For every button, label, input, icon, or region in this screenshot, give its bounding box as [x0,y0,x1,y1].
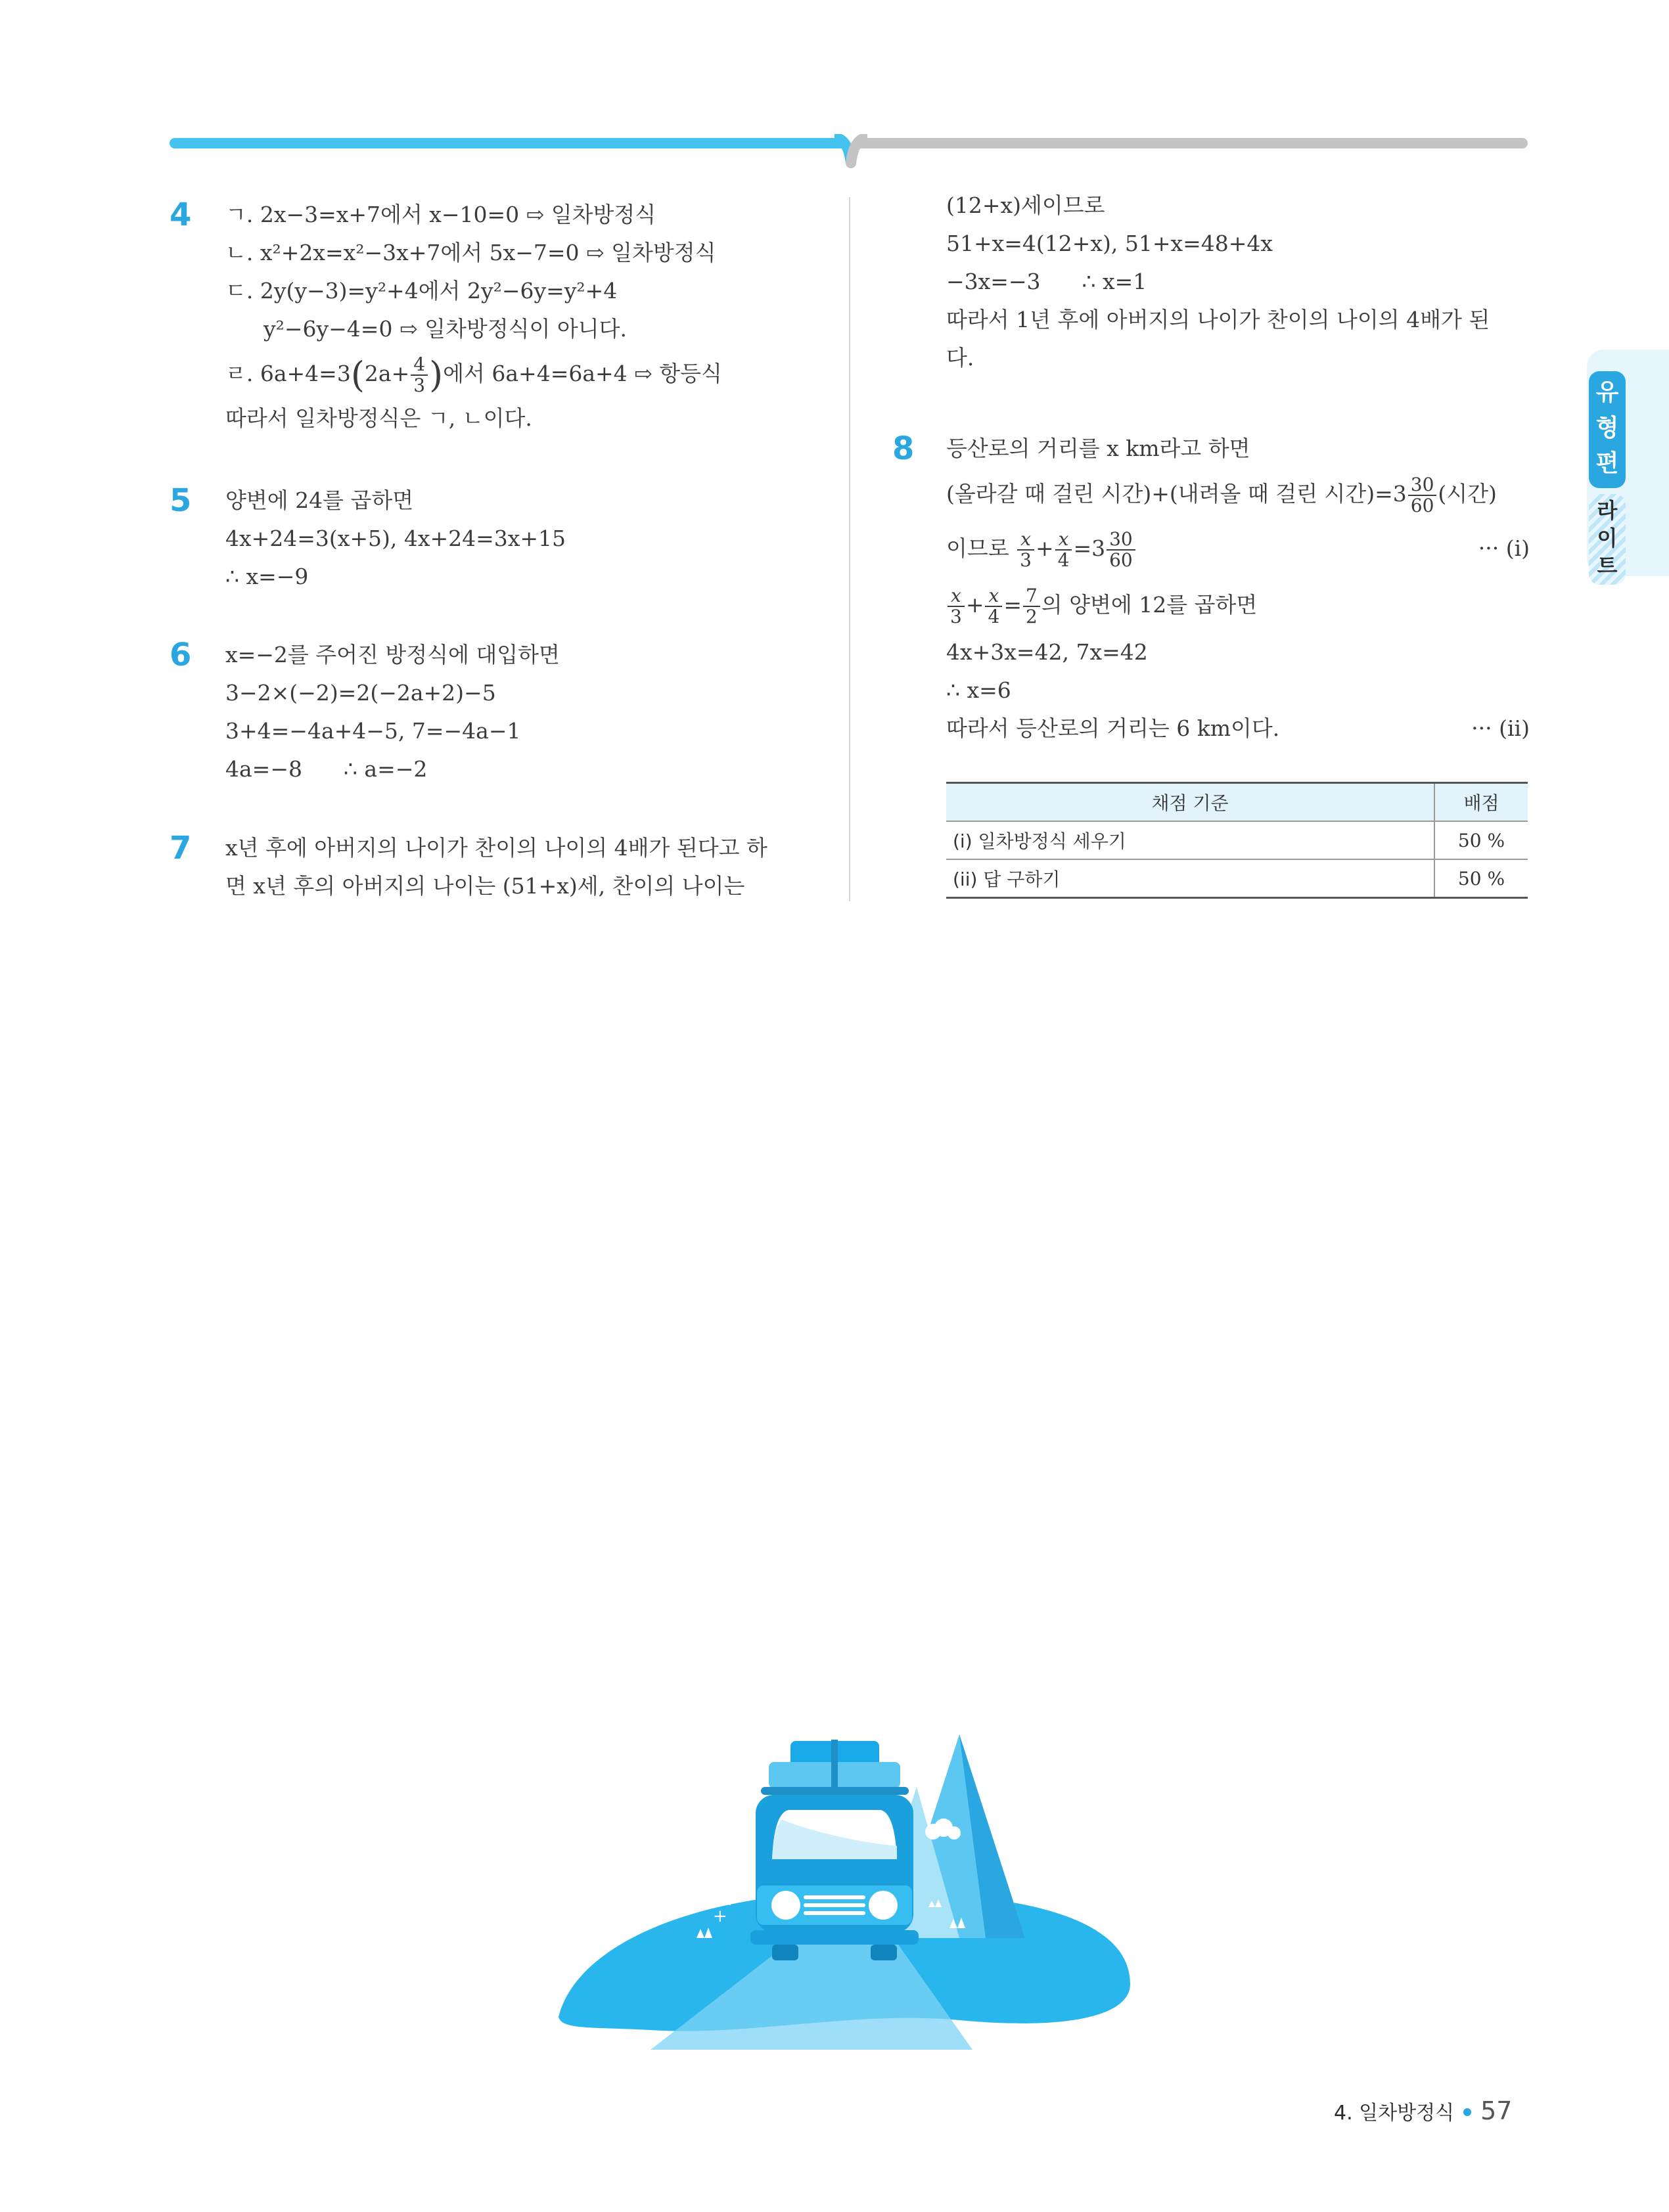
question-number-4: 4 [170,196,192,233]
answer-8-line-2-text: (올라갈 때 걸린 시간)+(내려올 때 걸린 시간)=3 [946,481,1407,507]
row-points: 50 % [1434,821,1528,859]
answer-4-line-2: ㄴ. x²+2x=x²−3x+7에서 5x−7=0 ⇨ 일차방정식 [225,240,716,265]
fraction-x-4 [1055,530,1072,570]
answer-7-line-4: 51+x=4(12+x), 51+x=48+4x [946,231,1273,256]
answer-5-line-1: 양변에 24를 곱하면 [225,487,414,513]
plus-sign: + [1035,535,1054,561]
side-tab-section-type[interactable] [1589,371,1626,488]
question-number-8: 8 [892,430,915,467]
fraction-denominator: 3 [413,374,426,396]
answer-7-line-1: x년 후에 아버지의 나이가 찬이의 나이의 4배가 된다고 하 [225,835,767,861]
fraction-numerator: 30 [1408,475,1437,496]
answer-4-line-3: ㄷ. 2y(y−3)=y²+4에서 2y²−6y=y²+4 [225,278,618,304]
answer-4-line-5 [225,348,722,399]
fraction-denominator: 60 [1410,495,1434,516]
side-tab-char: 트 [1597,553,1618,578]
answer-7-line-7: 다. [946,345,974,371]
answer-8-line-6: ∴ x=6 [946,677,1011,703]
equals-three: =3 [1073,535,1106,561]
footer-chapter: 4. 일차방정식 [1334,2102,1455,2125]
bullet-icon [1463,2108,1471,2116]
header-points: 배점 [1434,783,1528,822]
fraction-x-3 [1017,530,1034,570]
row-criteria: (i) 일차방정식 세우기 [946,821,1434,859]
grading-table [946,782,1528,899]
answer-8-line-1: 등산로의 거리를 x km라고 하면 [946,436,1250,461]
answer-4-line-5-rest: 에서 6a+4=6a+4 ⇨ 항등식 [443,361,722,386]
answer-8-line-5: 4x+3x=42, 7x=42 [946,639,1148,665]
answer-4-line-6: 따라서 일차방정식은 ㄱ, ㄴ이다. [225,405,532,431]
question-number-5: 5 [170,482,192,519]
answer-5 [225,482,566,596]
answer-4-line-5-inner: 2a+ [364,361,410,386]
answer-8-line-3-text: 이므로 [946,535,1017,561]
step-marker-ii: ··· (ii) [1471,715,1530,741]
fraction-numerator: 4 [411,355,428,376]
side-tab-char: 편 [1595,450,1619,477]
header-criteria: 채점 기준 [946,783,1434,822]
left-paren: ( [350,354,365,395]
answer-8-line-4-text: 의 양변에 12를 곱하면 [1041,592,1258,618]
answer-4 [225,196,722,438]
answer-8-line-4 [946,577,1530,633]
answer-6-line-2: 3−2×(−2)=2(−2a+2)−5 [225,680,496,706]
answer-7-line-2: 면 x년 후의 아버지의 나이는 (51+x)세, 찬이의 나이는 [225,873,745,899]
answer-7-left [225,829,767,905]
fraction-x-4 [985,586,1002,627]
fraction-denominator: 60 [1109,549,1133,571]
fraction-denominator: 2 [1025,606,1038,627]
answer-4-line-1: ㄱ. 2x−3=x+7에서 x−10=0 ⇨ 일차방정식 [225,202,656,227]
answer-7-line-6: 따라서 1년 후에 아버지의 나이가 찬이의 나이의 4배가 된 [946,307,1490,332]
table-row [946,859,1528,898]
answer-8-line-7-text: 따라서 등산로의 거리는 6 km이다. [946,715,1280,741]
header-bar-left [170,138,843,148]
side-tab-char: 유 [1595,379,1619,406]
fraction-numerator: x [1017,530,1034,551]
fraction-numerator: x [985,586,1002,607]
answer-8-line-7 [946,710,1530,748]
fraction-30-60 [1107,530,1135,570]
page-number: 57 [1480,2096,1513,2125]
answer-8 [946,430,1530,748]
side-tab-char: 이 [1597,526,1618,551]
answer-6 [225,636,560,788]
fraction-denominator: 4 [1057,549,1070,571]
answer-7-line-5: −3x=−3 ∴ x=1 [946,269,1147,294]
answer-6-line-3: 3+4=−4a+4−5, 7=−4a−1 [225,718,521,744]
answer-4-line-5-lhs: ㄹ. 6a+4=3 [225,361,351,386]
answer-7-line-3: (12+x)세이므로 [946,192,1105,218]
side-tab-char: 형 [1595,415,1619,441]
side-tab-section-light[interactable] [1589,494,1626,585]
plus-sign: + [965,592,984,618]
row-points: 50 % [1434,859,1528,898]
table-row [946,821,1528,859]
answer-8-line-2 [946,468,1530,520]
answer-7-right [946,187,1490,377]
answer-8-line-3 [946,520,1530,577]
svg-text:+ +: + + [703,1890,737,1910]
svg-text:+: + [713,1907,727,1926]
fraction-denominator: 4 [988,606,1000,627]
equals-sign: = [1003,592,1022,618]
page-footer [1334,2098,1512,2127]
fraction-denominator: 3 [950,606,962,627]
question-number-6: 6 [170,637,192,673]
answer-6-line-4: 4a=−8 ∴ a=−2 [225,756,428,782]
step-marker-i: ··· (i) [1478,535,1530,561]
right-paren: ) [429,354,444,395]
fraction-4-3 [411,355,428,395]
fraction-numerator: x [1055,530,1072,551]
grading-table-wrapper [946,782,1528,899]
answer-5-line-2: 4x+24=3(x+5), 4x+24=3x+15 [225,526,566,551]
fraction-numerator: x [948,586,965,607]
side-tab-char: 라 [1597,498,1618,523]
row-criteria: (ii) 답 구하기 [946,859,1434,898]
answer-4-line-4: y²−6y−4=0 ⇨ 일차방정식이 아니다. [263,316,627,342]
fraction-x-3 [948,586,965,627]
column-divider [849,197,850,901]
answer-6-line-1: x=−2를 주어진 방정식에 대입하면 [225,642,560,667]
question-number-7: 7 [170,830,192,867]
answer-5-line-3: ∴ x=−9 [225,564,309,589]
fraction-numerator: 30 [1107,530,1135,551]
answer-8-line-2-unit: (시간) [1438,481,1497,507]
fraction-7-2 [1023,586,1040,627]
header-bar-right [857,138,1528,148]
car-mountain-illustration [552,1721,1143,2050]
fraction-numerator: 7 [1023,586,1040,607]
grading-table-header [946,783,1528,822]
fraction-30-60 [1408,475,1437,516]
fraction-denominator: 3 [1020,549,1032,571]
